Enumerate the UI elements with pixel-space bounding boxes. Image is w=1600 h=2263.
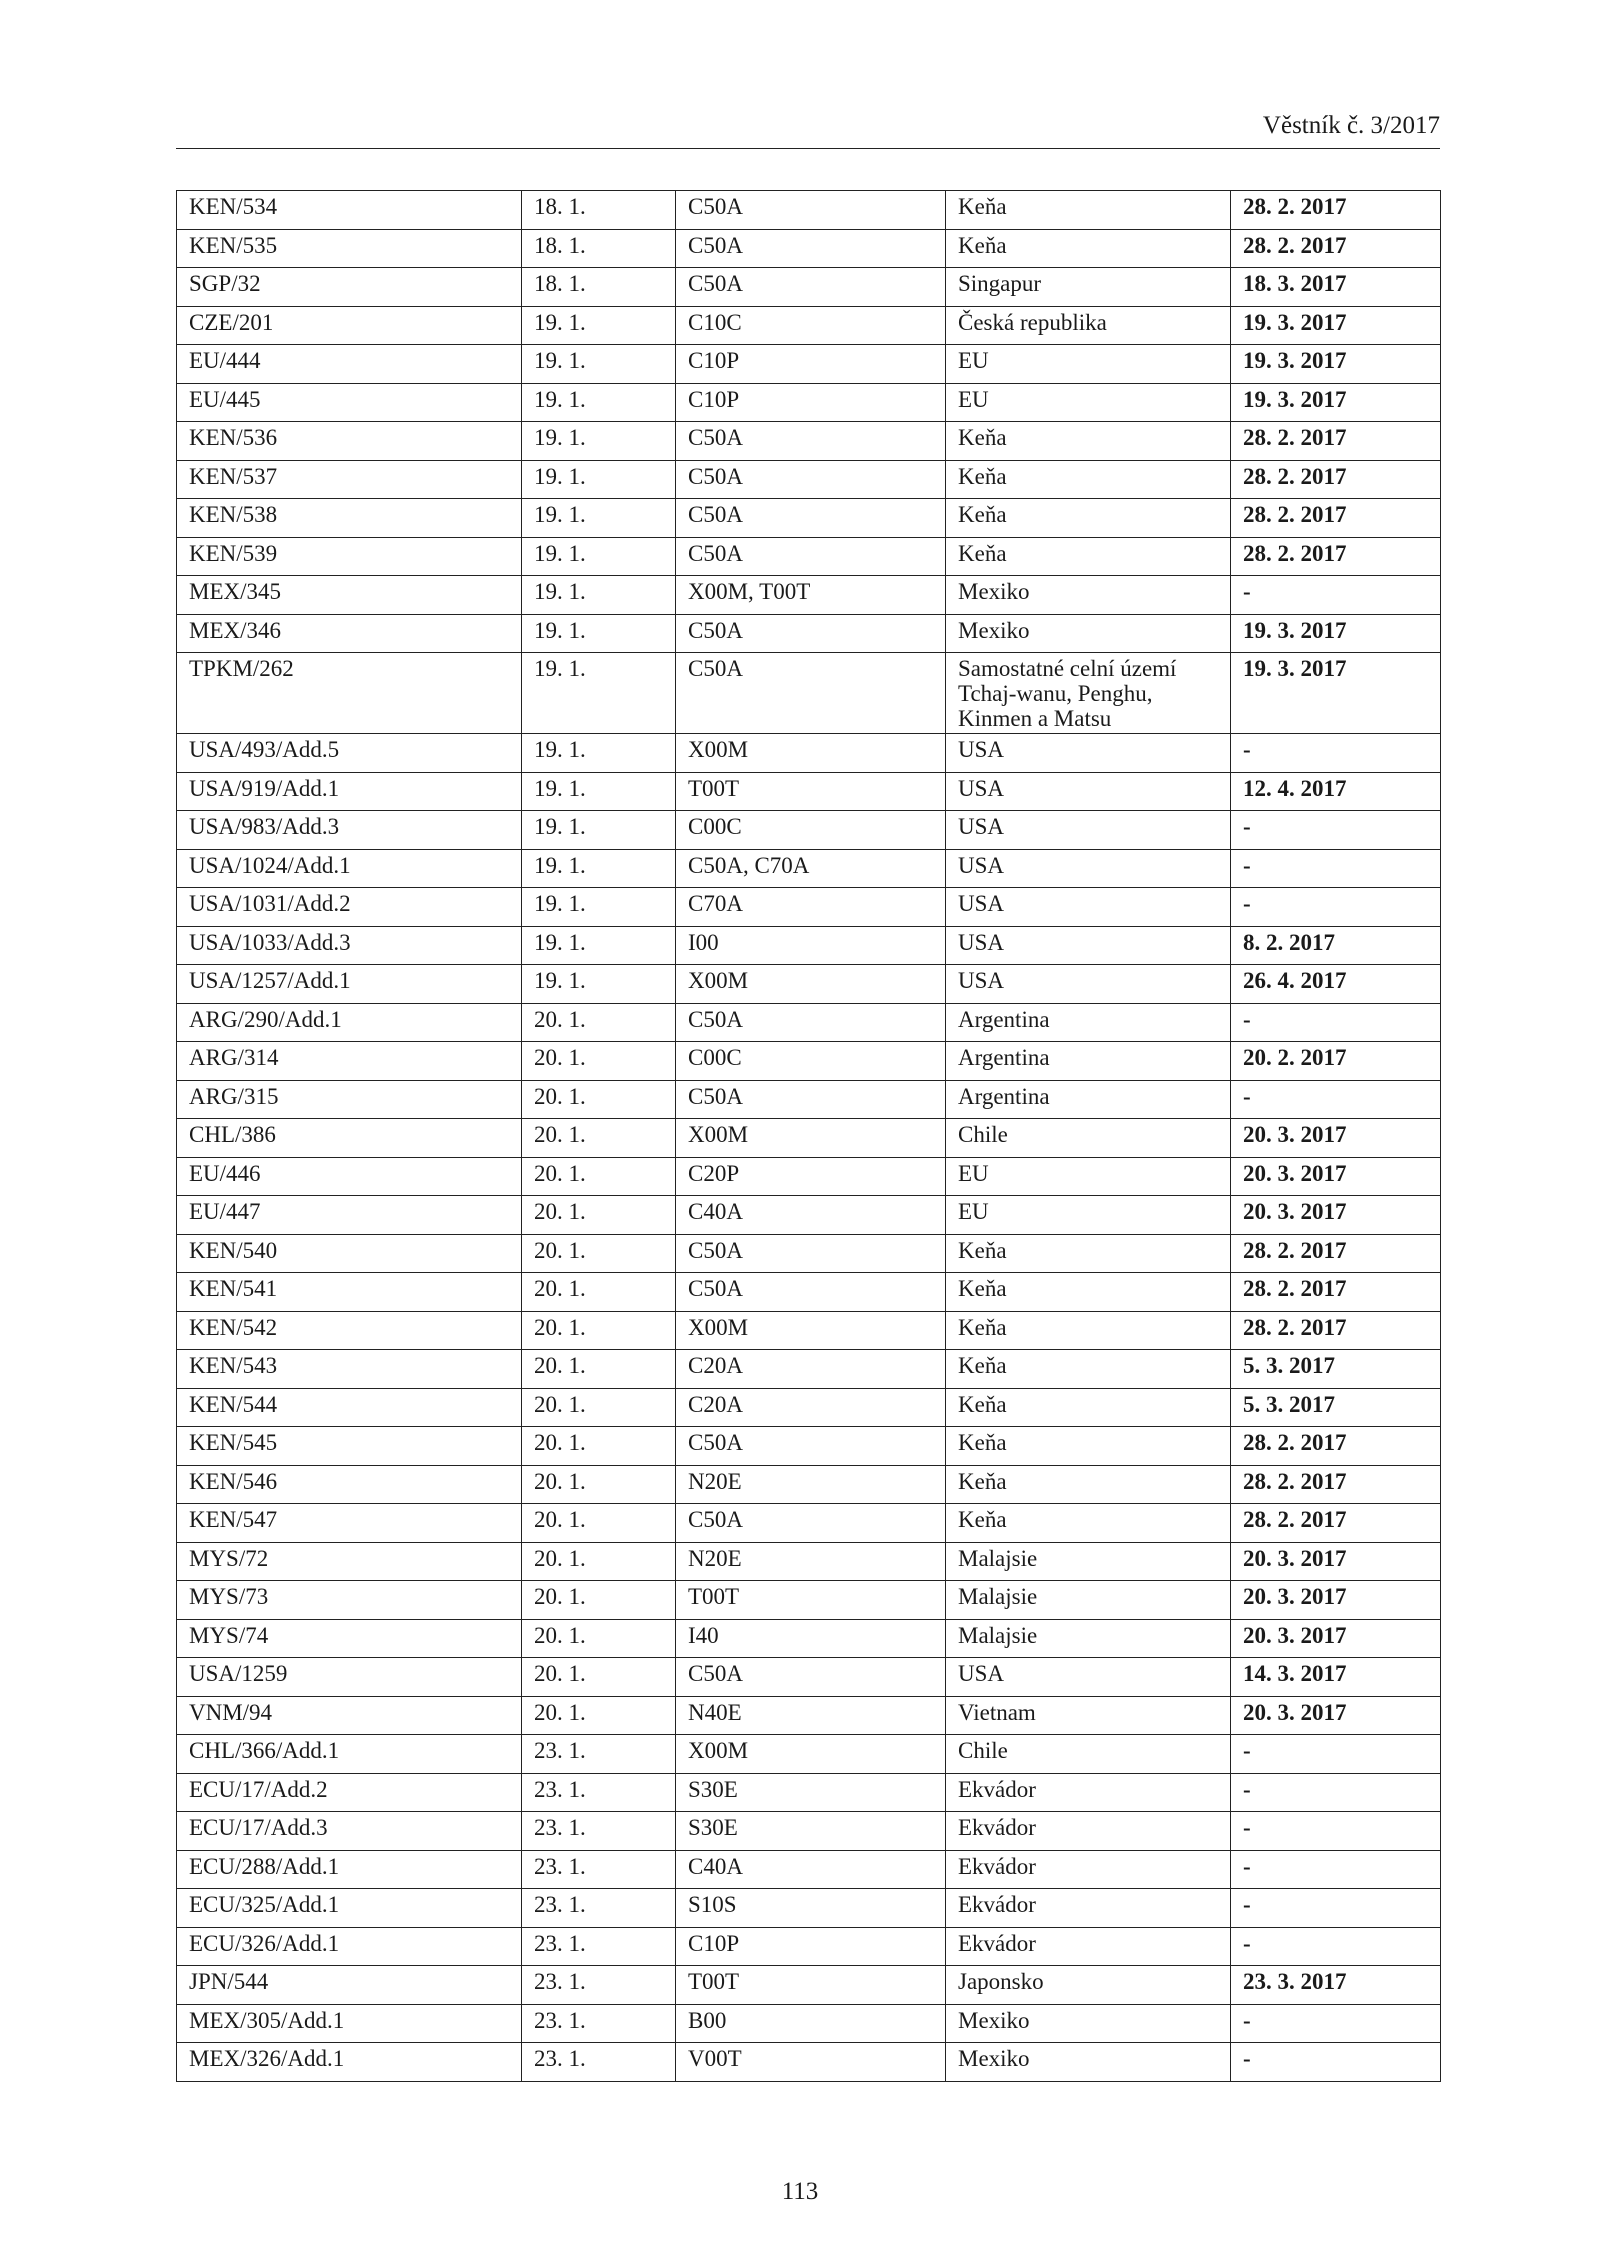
document-code-cell: KEN/535 <box>177 229 522 268</box>
date-cell: 23. 1. <box>522 1773 676 1812</box>
country-cell: EU <box>946 383 1231 422</box>
deadline-cell: 28. 2. 2017 <box>1231 1234 1441 1273</box>
product-code-cell: C50A <box>676 499 946 538</box>
date-cell: 20. 1. <box>522 1465 676 1504</box>
country-cell: Malajsie <box>946 1581 1231 1620</box>
deadline-cell: 12. 4. 2017 <box>1231 772 1441 811</box>
document-code-cell: ECU/17/Add.2 <box>177 1773 522 1812</box>
deadline-cell: 20. 3. 2017 <box>1231 1619 1441 1658</box>
product-code-cell: B00 <box>676 2004 946 2043</box>
date-cell: 20. 1. <box>522 1080 676 1119</box>
country-cell: Keňa <box>946 1350 1231 1389</box>
deadline-cell: 20. 3. 2017 <box>1231 1196 1441 1235</box>
country-cell: EU <box>946 1157 1231 1196</box>
table-row <box>177 1542 1441 1581</box>
date-cell: 20. 1. <box>522 1234 676 1273</box>
date-cell: 23. 1. <box>522 1735 676 1774</box>
deadline-cell: - <box>1231 1850 1441 1889</box>
document-code-cell: MEX/326/Add.1 <box>177 2043 522 2082</box>
product-code-cell: C50A <box>676 653 946 734</box>
document-code-cell: MYS/72 <box>177 1542 522 1581</box>
table-row <box>177 1465 1441 1504</box>
document-code-cell: JPN/544 <box>177 1966 522 2005</box>
table-row <box>177 811 1441 850</box>
country-cell: Ekvádor <box>946 1850 1231 1889</box>
table-row <box>177 2004 1441 2043</box>
country-cell: USA <box>946 926 1231 965</box>
country-cell: Česká republika <box>946 306 1231 345</box>
country-cell: Mexiko <box>946 614 1231 653</box>
product-code-cell: C50A <box>676 614 946 653</box>
table-row <box>177 614 1441 653</box>
deadline-cell: - <box>1231 1812 1441 1851</box>
deadline-cell: - <box>1231 2004 1441 2043</box>
date-cell: 23. 1. <box>522 2043 676 2082</box>
document-code-cell: MYS/74 <box>177 1619 522 1658</box>
product-code-cell: C50A <box>676 1504 946 1543</box>
product-code-cell: C20A <box>676 1350 946 1389</box>
document-code-cell: KEN/547 <box>177 1504 522 1543</box>
deadline-cell: 20. 3. 2017 <box>1231 1119 1441 1158</box>
table-row <box>177 1273 1441 1312</box>
document-code-cell: ECU/17/Add.3 <box>177 1812 522 1851</box>
date-cell: 20. 1. <box>522 1388 676 1427</box>
deadline-cell: 20. 3. 2017 <box>1231 1696 1441 1735</box>
table-row <box>177 460 1441 499</box>
country-cell: Keňa <box>946 191 1231 230</box>
product-code-cell: I40 <box>676 1619 946 1658</box>
date-cell: 23. 1. <box>522 1812 676 1851</box>
country-cell: USA <box>946 849 1231 888</box>
product-code-cell: C50A <box>676 1080 946 1119</box>
table-row <box>177 383 1441 422</box>
date-cell: 18. 1. <box>522 191 676 230</box>
table-row <box>177 1812 1441 1851</box>
date-cell: 20. 1. <box>522 1427 676 1466</box>
deadline-cell: - <box>1231 1889 1441 1928</box>
document-code-cell: EU/444 <box>177 345 522 384</box>
deadline-cell: 14. 3. 2017 <box>1231 1658 1441 1697</box>
date-cell: 23. 1. <box>522 1850 676 1889</box>
document-code-cell: CHL/366/Add.1 <box>177 1735 522 1774</box>
product-code-cell: C40A <box>676 1850 946 1889</box>
country-cell: Chile <box>946 1735 1231 1774</box>
deadline-cell: - <box>1231 1080 1441 1119</box>
document-code-cell: KEN/544 <box>177 1388 522 1427</box>
deadline-cell: 19. 3. 2017 <box>1231 383 1441 422</box>
table-row <box>177 1196 1441 1235</box>
date-cell: 19. 1. <box>522 926 676 965</box>
date-cell: 19. 1. <box>522 888 676 927</box>
product-code-cell: X00M, T00T <box>676 576 946 615</box>
country-cell: Ekvádor <box>946 1812 1231 1851</box>
product-code-cell: X00M <box>676 965 946 1004</box>
document-code-cell: EU/447 <box>177 1196 522 1235</box>
deadline-cell: 28. 2. 2017 <box>1231 1465 1441 1504</box>
country-cell: Ekvádor <box>946 1773 1231 1812</box>
product-code-cell: C20A <box>676 1388 946 1427</box>
document-code-cell: USA/493/Add.5 <box>177 734 522 773</box>
document-code-cell: KEN/545 <box>177 1427 522 1466</box>
table-row <box>177 1234 1441 1273</box>
table-row <box>177 1157 1441 1196</box>
table-row <box>177 1581 1441 1620</box>
country-cell: Keňa <box>946 1273 1231 1312</box>
document-code-cell: EU/445 <box>177 383 522 422</box>
table-row <box>177 576 1441 615</box>
table-row <box>177 1927 1441 1966</box>
deadline-cell: 26. 4. 2017 <box>1231 965 1441 1004</box>
table-row <box>177 653 1441 734</box>
table-row <box>177 1504 1441 1543</box>
table-row <box>177 191 1441 230</box>
product-code-cell: C00C <box>676 1042 946 1081</box>
document-code-cell: MEX/346 <box>177 614 522 653</box>
date-cell: 20. 1. <box>522 1003 676 1042</box>
deadline-cell: 19. 3. 2017 <box>1231 653 1441 734</box>
document-code-cell: KEN/538 <box>177 499 522 538</box>
product-code-cell: S30E <box>676 1773 946 1812</box>
product-code-cell: C50A <box>676 1658 946 1697</box>
date-cell: 20. 1. <box>522 1619 676 1658</box>
table-row <box>177 1311 1441 1350</box>
date-cell: 20. 1. <box>522 1042 676 1081</box>
country-cell: Argentina <box>946 1042 1231 1081</box>
table-row <box>177 888 1441 927</box>
table-row <box>177 965 1441 1004</box>
deadline-cell: - <box>1231 1003 1441 1042</box>
product-code-cell: X00M <box>676 1735 946 1774</box>
country-cell: Keňa <box>946 1388 1231 1427</box>
product-code-cell: C10C <box>676 306 946 345</box>
document-code-cell: ECU/326/Add.1 <box>177 1927 522 1966</box>
deadline-cell: 5. 3. 2017 <box>1231 1350 1441 1389</box>
product-code-cell: C40A <box>676 1196 946 1235</box>
deadline-cell: 19. 3. 2017 <box>1231 306 1441 345</box>
country-cell: EU <box>946 1196 1231 1235</box>
document-code-cell: KEN/546 <box>177 1465 522 1504</box>
deadline-cell: 19. 3. 2017 <box>1231 345 1441 384</box>
product-code-cell: C00C <box>676 811 946 850</box>
publication-title: Věstník č. 3/2017 <box>1262 112 1440 139</box>
document-code-cell: MEX/345 <box>177 576 522 615</box>
document-code-cell: KEN/539 <box>177 537 522 576</box>
country-cell: Malajsie <box>946 1619 1231 1658</box>
product-code-cell: C50A <box>676 191 946 230</box>
product-code-cell: C20P <box>676 1157 946 1196</box>
product-code-cell: C10P <box>676 383 946 422</box>
deadline-cell: 20. 3. 2017 <box>1231 1542 1441 1581</box>
table-row <box>177 1427 1441 1466</box>
document-code-cell: MEX/305/Add.1 <box>177 2004 522 2043</box>
date-cell: 19. 1. <box>522 965 676 1004</box>
deadline-cell: - <box>1231 1735 1441 1774</box>
document-code-cell: ARG/314 <box>177 1042 522 1081</box>
date-cell: 20. 1. <box>522 1581 676 1620</box>
country-cell: Ekvádor <box>946 1927 1231 1966</box>
country-cell: USA <box>946 811 1231 850</box>
deadline-cell: - <box>1231 849 1441 888</box>
deadline-cell: 28. 2. 2017 <box>1231 1504 1441 1543</box>
deadline-cell: 28. 2. 2017 <box>1231 1273 1441 1312</box>
table-row <box>177 268 1441 307</box>
date-cell: 20. 1. <box>522 1696 676 1735</box>
country-cell: Argentina <box>946 1003 1231 1042</box>
document-code-cell: KEN/534 <box>177 191 522 230</box>
deadline-cell: 28. 2. 2017 <box>1231 1427 1441 1466</box>
product-code-cell: N40E <box>676 1696 946 1735</box>
country-cell: Keňa <box>946 1234 1231 1273</box>
table-row <box>177 1966 1441 2005</box>
country-cell: Samostatné celní území Tchaj-wanu, Penghu, Kinmen a Matsu <box>946 653 1231 734</box>
date-cell: 19. 1. <box>522 811 676 850</box>
product-code-cell: V00T <box>676 2043 946 2082</box>
table-row <box>177 422 1441 461</box>
country-cell: Keňa <box>946 1465 1231 1504</box>
deadline-cell: 20. 3. 2017 <box>1231 1581 1441 1620</box>
table-row <box>177 537 1441 576</box>
deadline-cell: 28. 2. 2017 <box>1231 422 1441 461</box>
table-row <box>177 1889 1441 1928</box>
document-code-cell: EU/446 <box>177 1157 522 1196</box>
deadline-cell: - <box>1231 888 1441 927</box>
product-code-cell: C50A <box>676 422 946 461</box>
table-row <box>177 1388 1441 1427</box>
country-cell: Malajsie <box>946 1542 1231 1581</box>
document-code-cell: KEN/540 <box>177 1234 522 1273</box>
document-code-cell: USA/1024/Add.1 <box>177 849 522 888</box>
document-code-cell: KEN/537 <box>177 460 522 499</box>
document-code-cell: USA/1259 <box>177 1658 522 1697</box>
table-row <box>177 1658 1441 1697</box>
deadline-cell: 28. 2. 2017 <box>1231 460 1441 499</box>
table-row <box>177 1619 1441 1658</box>
deadline-cell: - <box>1231 1927 1441 1966</box>
product-code-cell: C50A <box>676 229 946 268</box>
country-cell: Japonsko <box>946 1966 1231 2005</box>
date-cell: 20. 1. <box>522 1311 676 1350</box>
date-cell: 19. 1. <box>522 772 676 811</box>
country-cell: Keňa <box>946 1311 1231 1350</box>
product-code-cell: C50A <box>676 1234 946 1273</box>
product-code-cell: S30E <box>676 1812 946 1851</box>
date-cell: 20. 1. <box>522 1658 676 1697</box>
document-code-cell: KEN/542 <box>177 1311 522 1350</box>
deadline-cell: - <box>1231 2043 1441 2082</box>
document-code-cell: ARG/290/Add.1 <box>177 1003 522 1042</box>
product-code-cell: C50A <box>676 1003 946 1042</box>
table-row <box>177 1080 1441 1119</box>
table-row <box>177 1003 1441 1042</box>
document-code-cell: ARG/315 <box>177 1080 522 1119</box>
date-cell: 23. 1. <box>522 2004 676 2043</box>
product-code-cell: T00T <box>676 772 946 811</box>
product-code-cell: N20E <box>676 1465 946 1504</box>
deadline-cell: 8. 2. 2017 <box>1231 926 1441 965</box>
deadline-cell: 28. 2. 2017 <box>1231 537 1441 576</box>
country-cell: Mexiko <box>946 2004 1231 2043</box>
product-code-cell: C50A <box>676 537 946 576</box>
table-row <box>177 1696 1441 1735</box>
document-code-cell: KEN/536 <box>177 422 522 461</box>
date-cell: 19. 1. <box>522 345 676 384</box>
table-row <box>177 926 1441 965</box>
date-cell: 19. 1. <box>522 653 676 734</box>
table-row <box>177 1773 1441 1812</box>
country-cell: USA <box>946 1658 1231 1697</box>
date-cell: 20. 1. <box>522 1157 676 1196</box>
date-cell: 19. 1. <box>522 614 676 653</box>
date-cell: 18. 1. <box>522 229 676 268</box>
country-cell: Chile <box>946 1119 1231 1158</box>
date-cell: 20. 1. <box>522 1542 676 1581</box>
table-row <box>177 306 1441 345</box>
country-cell: Keňa <box>946 229 1231 268</box>
country-cell: Keňa <box>946 499 1231 538</box>
date-cell: 19. 1. <box>522 576 676 615</box>
country-cell: Keňa <box>946 1504 1231 1543</box>
country-cell: USA <box>946 965 1231 1004</box>
document-code-cell: USA/1031/Add.2 <box>177 888 522 927</box>
date-cell: 19. 1. <box>522 499 676 538</box>
product-code-cell: X00M <box>676 1311 946 1350</box>
country-cell: USA <box>946 888 1231 927</box>
country-cell: EU <box>946 345 1231 384</box>
table-row <box>177 1350 1441 1389</box>
country-cell: Keňa <box>946 1427 1231 1466</box>
product-code-cell: N20E <box>676 1542 946 1581</box>
product-code-cell: C50A <box>676 1427 946 1466</box>
country-cell: Keňa <box>946 460 1231 499</box>
table-row <box>177 2043 1441 2082</box>
country-cell: Keňa <box>946 422 1231 461</box>
document-code-cell: USA/983/Add.3 <box>177 811 522 850</box>
document-code-cell: ECU/325/Add.1 <box>177 1889 522 1928</box>
date-cell: 19. 1. <box>522 306 676 345</box>
date-cell: 19. 1. <box>522 422 676 461</box>
deadline-cell: 19. 3. 2017 <box>1231 614 1441 653</box>
document-code-cell: SGP/32 <box>177 268 522 307</box>
product-code-cell: T00T <box>676 1966 946 2005</box>
document-code-cell: ECU/288/Add.1 <box>177 1850 522 1889</box>
table-row <box>177 849 1441 888</box>
date-cell: 20. 1. <box>522 1196 676 1235</box>
deadline-cell: 28. 2. 2017 <box>1231 1311 1441 1350</box>
deadline-cell: - <box>1231 811 1441 850</box>
document-code-cell: CZE/201 <box>177 306 522 345</box>
date-cell: 23. 1. <box>522 1889 676 1928</box>
page-number: 113 <box>781 2178 819 2205</box>
page-header <box>176 108 1440 149</box>
date-cell: 20. 1. <box>522 1504 676 1543</box>
date-cell: 19. 1. <box>522 537 676 576</box>
deadline-cell: 28. 2. 2017 <box>1231 191 1441 230</box>
document-code-cell: USA/919/Add.1 <box>177 772 522 811</box>
product-code-cell: C50A <box>676 1273 946 1312</box>
table-row <box>177 1850 1441 1889</box>
table-row <box>177 229 1441 268</box>
deadline-cell: 20. 3. 2017 <box>1231 1157 1441 1196</box>
product-code-cell: X00M <box>676 734 946 773</box>
document-code-cell: VNM/94 <box>177 1696 522 1735</box>
table-row <box>177 1119 1441 1158</box>
date-cell: 23. 1. <box>522 1966 676 2005</box>
product-code-cell: S10S <box>676 1889 946 1928</box>
product-code-cell: C50A <box>676 460 946 499</box>
country-cell: Argentina <box>946 1080 1231 1119</box>
document-code-cell: KEN/543 <box>177 1350 522 1389</box>
product-code-cell: X00M <box>676 1119 946 1158</box>
date-cell: 19. 1. <box>522 383 676 422</box>
table-row <box>177 772 1441 811</box>
date-cell: 19. 1. <box>522 460 676 499</box>
date-cell: 23. 1. <box>522 1927 676 1966</box>
table-row <box>177 499 1441 538</box>
product-code-cell: I00 <box>676 926 946 965</box>
country-cell: Keňa <box>946 537 1231 576</box>
document-code-cell: MYS/73 <box>177 1581 522 1620</box>
country-cell: USA <box>946 734 1231 773</box>
notification-table <box>176 190 1441 2082</box>
product-code-cell: C70A <box>676 888 946 927</box>
country-cell: Singapur <box>946 268 1231 307</box>
date-cell: 19. 1. <box>522 849 676 888</box>
product-code-cell: C50A <box>676 268 946 307</box>
product-code-cell: C50A, C70A <box>676 849 946 888</box>
deadline-cell: 28. 2. 2017 <box>1231 499 1441 538</box>
document-code-cell: KEN/541 <box>177 1273 522 1312</box>
table-row <box>177 345 1441 384</box>
table-row <box>177 734 1441 773</box>
country-cell: Ekvádor <box>946 1889 1231 1928</box>
country-cell: Mexiko <box>946 2043 1231 2082</box>
table-row <box>177 1042 1441 1081</box>
document-code-cell: USA/1257/Add.1 <box>177 965 522 1004</box>
date-cell: 18. 1. <box>522 268 676 307</box>
date-cell: 20. 1. <box>522 1350 676 1389</box>
table-row <box>177 1735 1441 1774</box>
product-code-cell: T00T <box>676 1581 946 1620</box>
deadline-cell: 18. 3. 2017 <box>1231 268 1441 307</box>
country-cell: Mexiko <box>946 576 1231 615</box>
country-cell: USA <box>946 772 1231 811</box>
deadline-cell: - <box>1231 734 1441 773</box>
document-code-cell: USA/1033/Add.3 <box>177 926 522 965</box>
deadline-cell: 20. 2. 2017 <box>1231 1042 1441 1081</box>
deadline-cell: 23. 3. 2017 <box>1231 1966 1441 2005</box>
date-cell: 20. 1. <box>522 1273 676 1312</box>
product-code-cell: C10P <box>676 1927 946 1966</box>
product-code-cell: C10P <box>676 345 946 384</box>
deadline-cell: - <box>1231 576 1441 615</box>
date-cell: 20. 1. <box>522 1119 676 1158</box>
document-code-cell: TPKM/262 <box>177 653 522 734</box>
table-body <box>177 191 1441 2082</box>
deadline-cell: 5. 3. 2017 <box>1231 1388 1441 1427</box>
deadline-cell: - <box>1231 1773 1441 1812</box>
date-cell: 19. 1. <box>522 734 676 773</box>
country-cell: Vietnam <box>946 1696 1231 1735</box>
document-code-cell: CHL/386 <box>177 1119 522 1158</box>
deadline-cell: 28. 2. 2017 <box>1231 229 1441 268</box>
